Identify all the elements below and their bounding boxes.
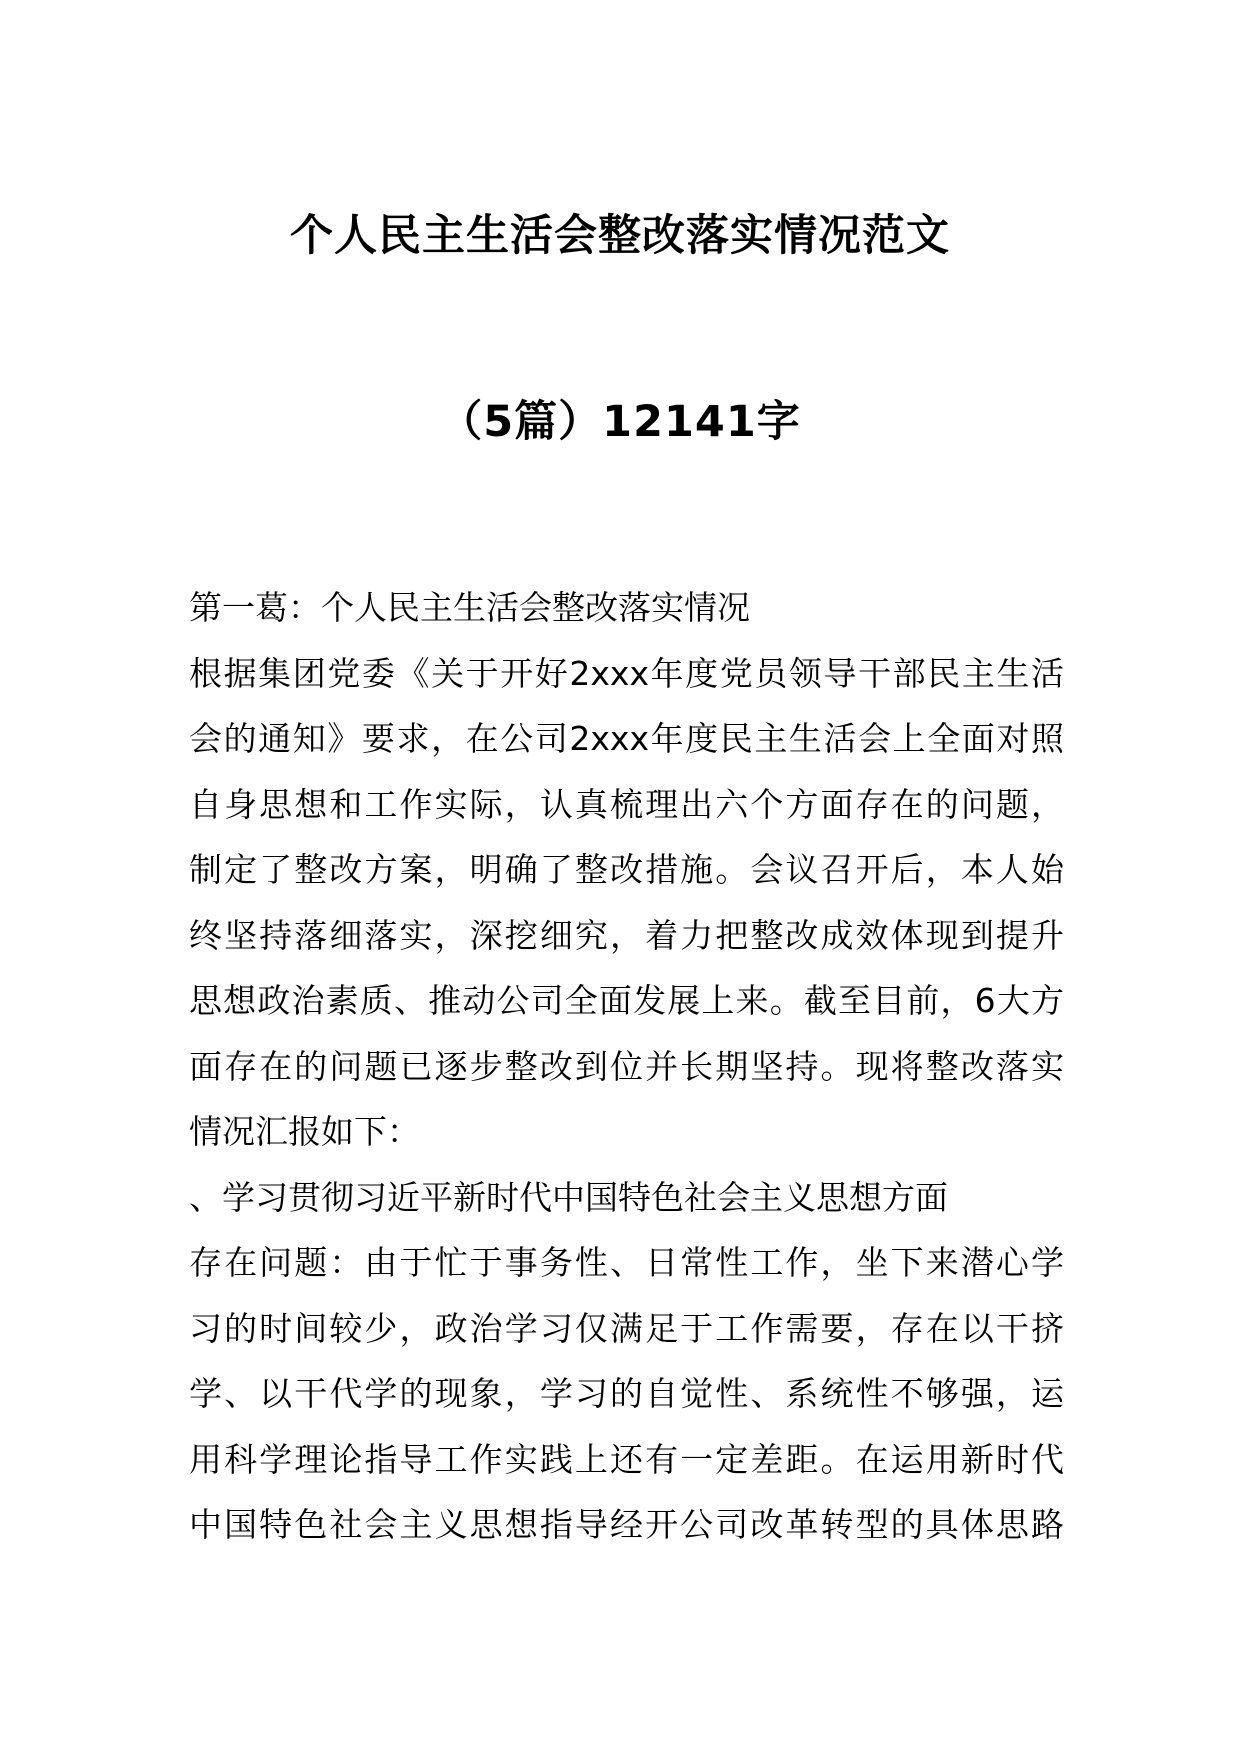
document-title: 个人民主生活会整改落实情况范文	[290, 211, 950, 261]
paragraph-line: 会的通知》要求，在公司2xxx年度民主生活会上全面对照	[189, 719, 1064, 758]
paragraph-line: 存在问题：由于忙于事务性、日常性工作，坐下来潜心学	[189, 1243, 1064, 1282]
paragraph-line: 制定了整改方案，明确了整改措施。会议召开后，本人始	[189, 850, 1064, 889]
document-body	[189, 575, 1064, 1558]
paragraph-line: 学、以干代学的现象，学习的自觉性、系统性不够强，运	[189, 1374, 1064, 1413]
paragraph-line: 面存在的问题已逐步整改到位并长期坚持。现将整改落实	[189, 1046, 1064, 1086]
section-heading: 、学习贯彻习近平新时代中国特色社会主义思想方面	[189, 1177, 948, 1217]
paragraph-line: 中国特色社会主义思想指导经开公司改革转型的具体思路	[189, 1505, 1064, 1544]
document-subtitle: （5篇）12141字	[439, 397, 801, 447]
paragraph-line: 情况汇报如下：	[189, 1112, 420, 1151]
paragraph-line: 终坚持落细落实，深挖细究，着力把整改成效体现到提升	[189, 915, 1064, 955]
paragraph-heading: 第一葛：个人民主生活会整改落实情况	[189, 588, 750, 627]
paragraph-line: 习的时间较少，政治学习仅满足于工作需要，存在以干挤	[189, 1308, 1064, 1348]
paragraph-line: 根据集团党委《关于开好2xxx年度党员领导干部民主生活	[189, 653, 1064, 693]
paragraph-line: 思想政治素质、推动公司全面发展上来。截至目前，6大方	[189, 981, 1064, 1020]
paragraph-line: 自身思想和工作实际，认真梳理出六个方面存在的问题，	[189, 784, 1064, 824]
paragraph-line: 用科学理论指导工作实践上还有一定差距。在运用新时代	[189, 1439, 1064, 1479]
